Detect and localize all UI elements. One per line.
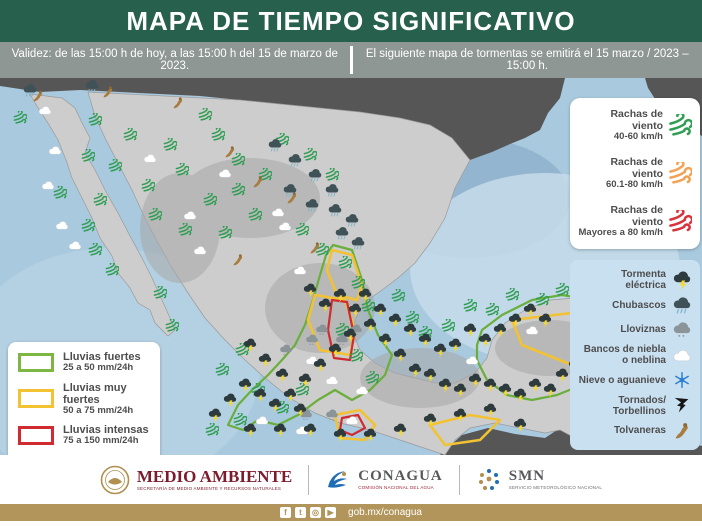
wind-icon-red (668, 210, 692, 234)
rain-legend-text (63, 351, 141, 374)
government-seal-icon (100, 465, 130, 495)
footer-logos-bar (0, 455, 702, 504)
youtube-icon[interactable]: ▶ (325, 507, 336, 518)
weather-legend-label: Bancos de niebla o neblina (583, 343, 666, 366)
wind-icon-orange (668, 162, 692, 186)
wind-legend-label: Rachas de viento (610, 108, 663, 133)
rain-legend-range: 25 a 50 mm/24h (63, 362, 134, 374)
rain-legend-swatch (18, 353, 54, 372)
validity-text: Validez: de las 15:00 h de hoy, a las 15:00 h del 15 de marzo de 2023. (11, 48, 338, 72)
rain-legend-label: Lluvias fuertes (63, 351, 141, 363)
wind-legend-label: Rachas de viento (610, 204, 663, 229)
weather-legend-label: Tornados/ Torbellinos (612, 394, 666, 417)
weather-legend-label: Tolvaneras (613, 425, 666, 437)
social-icons-group (280, 507, 336, 518)
wind-legend-text (578, 204, 663, 239)
rain-legend-swatch (18, 426, 54, 445)
tornado-icon (672, 396, 692, 416)
weather-symbols-legend (570, 260, 700, 450)
drizzle-icon (672, 320, 692, 340)
conagua-logo (325, 467, 443, 493)
rain-legend-swatch (18, 389, 54, 408)
rain-legend-range: 75 a 150 mm/24h (63, 435, 139, 447)
weather-legend-item (578, 269, 692, 291)
smn-name: SMN (508, 467, 546, 484)
thunderstorm-icon (672, 270, 692, 290)
wind-legend-range: Mayores a 80 km/h (578, 227, 663, 239)
snow-icon (672, 370, 692, 390)
medio-ambiente-name: MEDIO AMBIENTE (136, 466, 293, 486)
social-links-bar (0, 504, 702, 521)
wind-legend-item (578, 204, 692, 239)
validity-bar (0, 42, 702, 78)
rain-legend-range: 50 a 75 mm/24h (63, 404, 134, 416)
rain-legend-text (63, 424, 149, 447)
instagram-icon[interactable]: ◎ (310, 507, 321, 518)
footer-divider (459, 465, 460, 495)
wind-gusts-legend (570, 98, 700, 249)
weather-legend-item (578, 344, 692, 366)
title-bar (0, 0, 702, 42)
wind-icon-green (668, 114, 692, 138)
wind-legend-item (578, 156, 692, 191)
gobmx-link[interactable]: gob.mx/conagua (348, 507, 422, 518)
wind-legend-item (578, 108, 692, 143)
wind-legend-text (578, 108, 663, 143)
weather-legend-label: Nieve o aguanieve (578, 374, 666, 386)
page-title: MAPA DE TIEMPO SIGNIFICATIVO (126, 5, 576, 36)
twitter-icon[interactable]: t (295, 507, 306, 518)
weather-legend-label: Chubascos (612, 299, 666, 311)
wind-legend-range: 60.1-80 km/h (605, 179, 663, 191)
smn-logo (476, 467, 602, 493)
weather-legend-item (578, 295, 692, 315)
rain-legend-text (63, 382, 150, 417)
facebook-icon[interactable]: f (280, 507, 291, 518)
medio-ambiente-subtitle: SECRETARÍA DE MEDIO AMBIENTE Y RECURSOS NATURALES (136, 485, 282, 491)
dust-devil-icon (672, 421, 692, 441)
medio-ambiente-logo (100, 465, 292, 495)
conagua-subtitle: COMISIÓN NACIONAL DEL AGUA (358, 484, 434, 490)
wind-legend-text (578, 156, 663, 191)
smn-subtitle: SERVICIO METEOROLÓGICO NACIONAL (508, 484, 603, 490)
next-issue-text: El siguiente mapa de tormentas se emitirá el 15 marzo / 2023 – 15:00 h. (365, 48, 689, 72)
wind-legend-range: 40-60 km/h (613, 131, 663, 143)
rain-legend-label: Lluvias muy fuertes (63, 381, 127, 406)
smn-spiral-icon (476, 467, 502, 493)
rain-legend-item (18, 382, 150, 417)
weather-legend-item (578, 320, 692, 340)
conagua-wave-icon (325, 467, 351, 493)
conagua-name: CONAGUA (358, 467, 443, 484)
rain-legend-label: Lluvias intensas (63, 424, 149, 437)
weather-legend-item (578, 421, 692, 441)
fog-icon (672, 345, 692, 365)
footer-divider (308, 465, 309, 495)
weather-legend-label: Tormenta eléctrica (621, 269, 666, 291)
weather-legend-label: Lloviznas (620, 324, 666, 336)
showers-icon (672, 295, 692, 315)
weather-legend-item (578, 395, 692, 417)
rain-legend-item (18, 351, 150, 374)
weather-legend-item (578, 370, 692, 390)
rain-legend-item (18, 424, 150, 447)
weather-map (0, 78, 702, 455)
wind-legend-label: Rachas de viento (610, 156, 663, 181)
